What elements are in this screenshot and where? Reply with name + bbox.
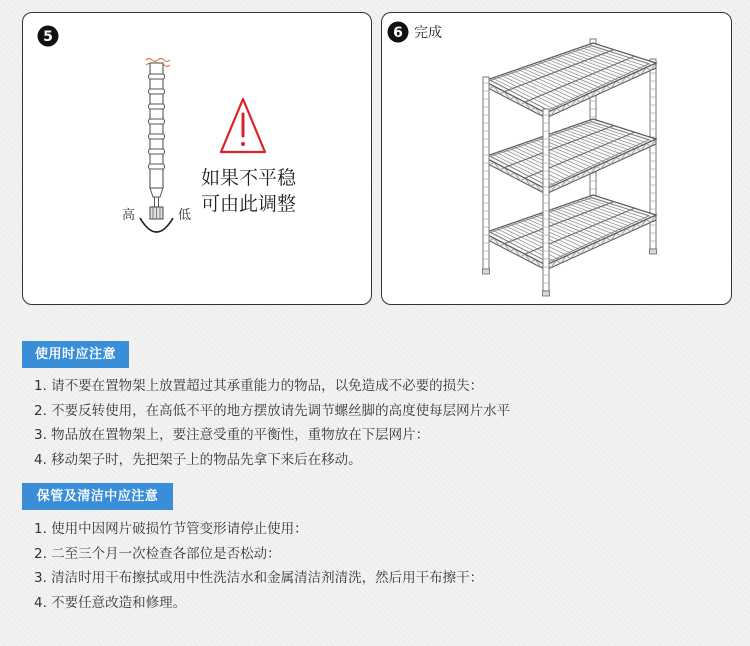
step-number: 6 (393, 25, 403, 41)
post-foot (650, 249, 657, 254)
step-5-illustration (23, 13, 372, 305)
list-item: 1. 请不要在置物架上放置超过其承重能力的物品，以免造成不必要的损失： (34, 378, 484, 394)
list-item: 3. 物品放在置物架上，要注意受重的平衡性，重物放在下层网片： (34, 427, 430, 443)
section-title-usage: 使用时应注意 (22, 341, 129, 368)
shelf-post (483, 77, 489, 269)
step-number: 5 (43, 29, 53, 45)
post-foot (543, 291, 550, 296)
pole-ring (149, 134, 165, 139)
list-item: 4. 不要任意改造和修理。 (34, 594, 187, 611)
step-number-badge (38, 26, 59, 47)
pole-taper (150, 188, 163, 197)
rotate-arrow-icon (140, 218, 173, 232)
care-notes-list (34, 517, 483, 615)
pole-ring (149, 149, 165, 154)
usage-notes-list (34, 374, 510, 472)
list-item: 2. 二至三个月一次检查各部位是否松动： (34, 545, 281, 562)
post-foot (483, 269, 490, 274)
pole-ring (149, 74, 165, 79)
warning-text-line-1: 如果不平稳 (201, 167, 297, 189)
exclamation-dot (241, 142, 245, 146)
pole-ring (149, 89, 165, 94)
pole-ring (149, 164, 165, 169)
step-6-panel (381, 12, 732, 305)
step-5-panel (22, 12, 372, 305)
screw-stem (155, 197, 159, 207)
wire-shelf-icon (483, 39, 657, 296)
section-title-care: 保管及清洁中应注意 (22, 483, 173, 510)
pole-ring (149, 104, 165, 109)
list-item: 4. 移动架子时，先把架子上的物品先拿下来后在移动。 (34, 451, 362, 468)
list-item: 3. 清洁时用干布擦拭或用中性洗洁水和金属清洁剂清洗，然后用干布擦干： (34, 570, 484, 586)
list-item: 1. 使用中因网片破损竹节管变形请停止使用： (34, 521, 308, 537)
step-title: 完成 (414, 25, 442, 41)
leveling-pole-icon (140, 59, 173, 233)
foot-label-high: 高 (122, 208, 136, 223)
list-item: 2. 不要反转使用，在高低不平的地方摆放请先调节螺丝脚的高度使每层网片水平 (34, 402, 511, 419)
warning-text-line-2: 可由此调整 (201, 193, 297, 215)
pole-ring (149, 119, 165, 124)
foot-label-low: 低 (178, 208, 192, 223)
step-number-badge (388, 22, 409, 43)
cut-mark (146, 59, 170, 62)
step-6-illustration (382, 13, 732, 305)
warning-icon (221, 99, 265, 152)
shelf-post (543, 109, 549, 291)
